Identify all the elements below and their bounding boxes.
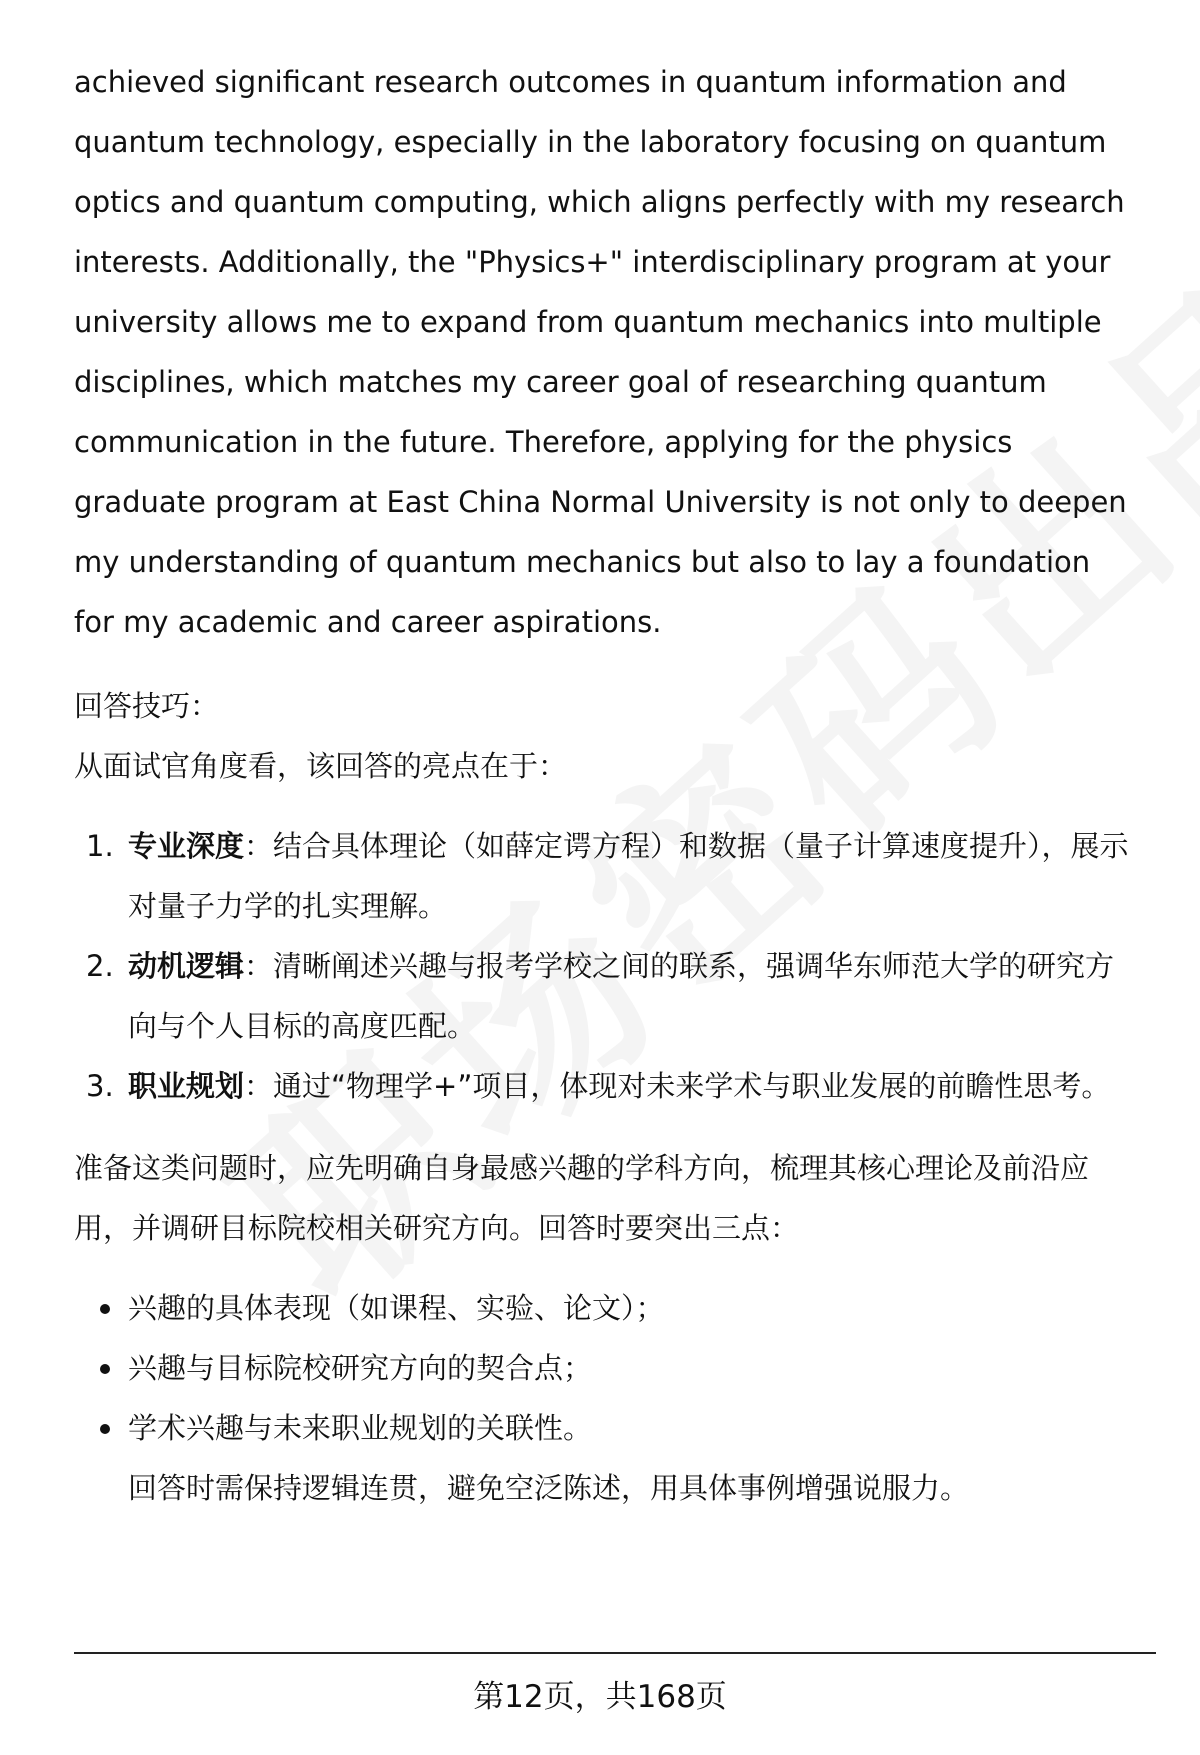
key-point-text: 学术兴趣与未来职业规划的关联性。 [128,1411,593,1445]
highlight-term: 专业深度 [128,829,245,863]
highlight-item [74,936,1134,1056]
page-number: 第12页，共168页 [473,1679,727,1715]
tips-heading: 回答技巧： [74,689,220,723]
bullet-dot-icon [100,1364,110,1374]
closing-note: 回答时需保持逻辑连贯，避免空泛陈述，用具体事例增强说服力。 [128,1471,970,1505]
highlight-number: 1. [86,829,114,863]
key-point-item [74,1278,1134,1338]
highlight-text: ：结合具体理论（如薛定谔方程）和数据（量子计算速度提升），展示对量子力学的扎实理解。 [128,829,1129,923]
highlight-number: 2. [86,949,114,983]
key-point-item [74,1398,1134,1458]
footer-divider [74,1652,1156,1654]
tips-lead: 从面试官角度看，该回答的亮点在于： [74,749,568,783]
key-point-text: 兴趣与目标院校研究方向的契合点； [128,1351,593,1385]
highlight-item [74,1056,1134,1116]
highlight-text: ：清晰阐述兴趣与报考学校之间的联系，强调华东师范大学的研究方向与个人目标的高度匹配。 [128,949,1115,1043]
highlight-number: 3. [86,1069,114,1103]
page-content [74,52,1134,1518]
key-point-item [74,1338,1134,1398]
highlight-list [74,816,1134,1116]
intro-paragraph: achieved significant research outcomes in quantum information and quantum technology, especially in the laboratory focusing on quantum optics and quantum computing, which aligns perfectly with my research interests. Additionally, the "Physics+" interdisciplinary program at your university allows me to expand from quantum mechanics into multiple disciplines, which matches my career goal of researching quantum communication in the future. Therefore, applying for the physics graduate program at East China Normal University is not only to deepen my understanding of quantum mechanics but also to lay a foundation for my academic and career aspirations. [74,65,1127,639]
highlight-term: 动机逻辑 [128,949,245,983]
highlight-term: 职业规划 [128,1069,245,1103]
key-point-text: 兴趣的具体表现（如课程、实验、论文）； [128,1291,665,1325]
key-points-list [74,1278,1134,1458]
prep-paragraph: 准备这类问题时，应先明确自身最感兴趣的学科方向，梳理其核心理论及前沿应用，并调研目标院校相关研究方向。回答时要突出三点： [74,1151,1090,1245]
bullet-dot-icon [100,1424,110,1434]
bullet-dot-icon [100,1304,110,1314]
highlight-text: ：通过“物理学+”项目，体现对未来学术与职业发展的前瞻性思考。 [244,1069,1111,1103]
highlight-item [74,816,1134,936]
